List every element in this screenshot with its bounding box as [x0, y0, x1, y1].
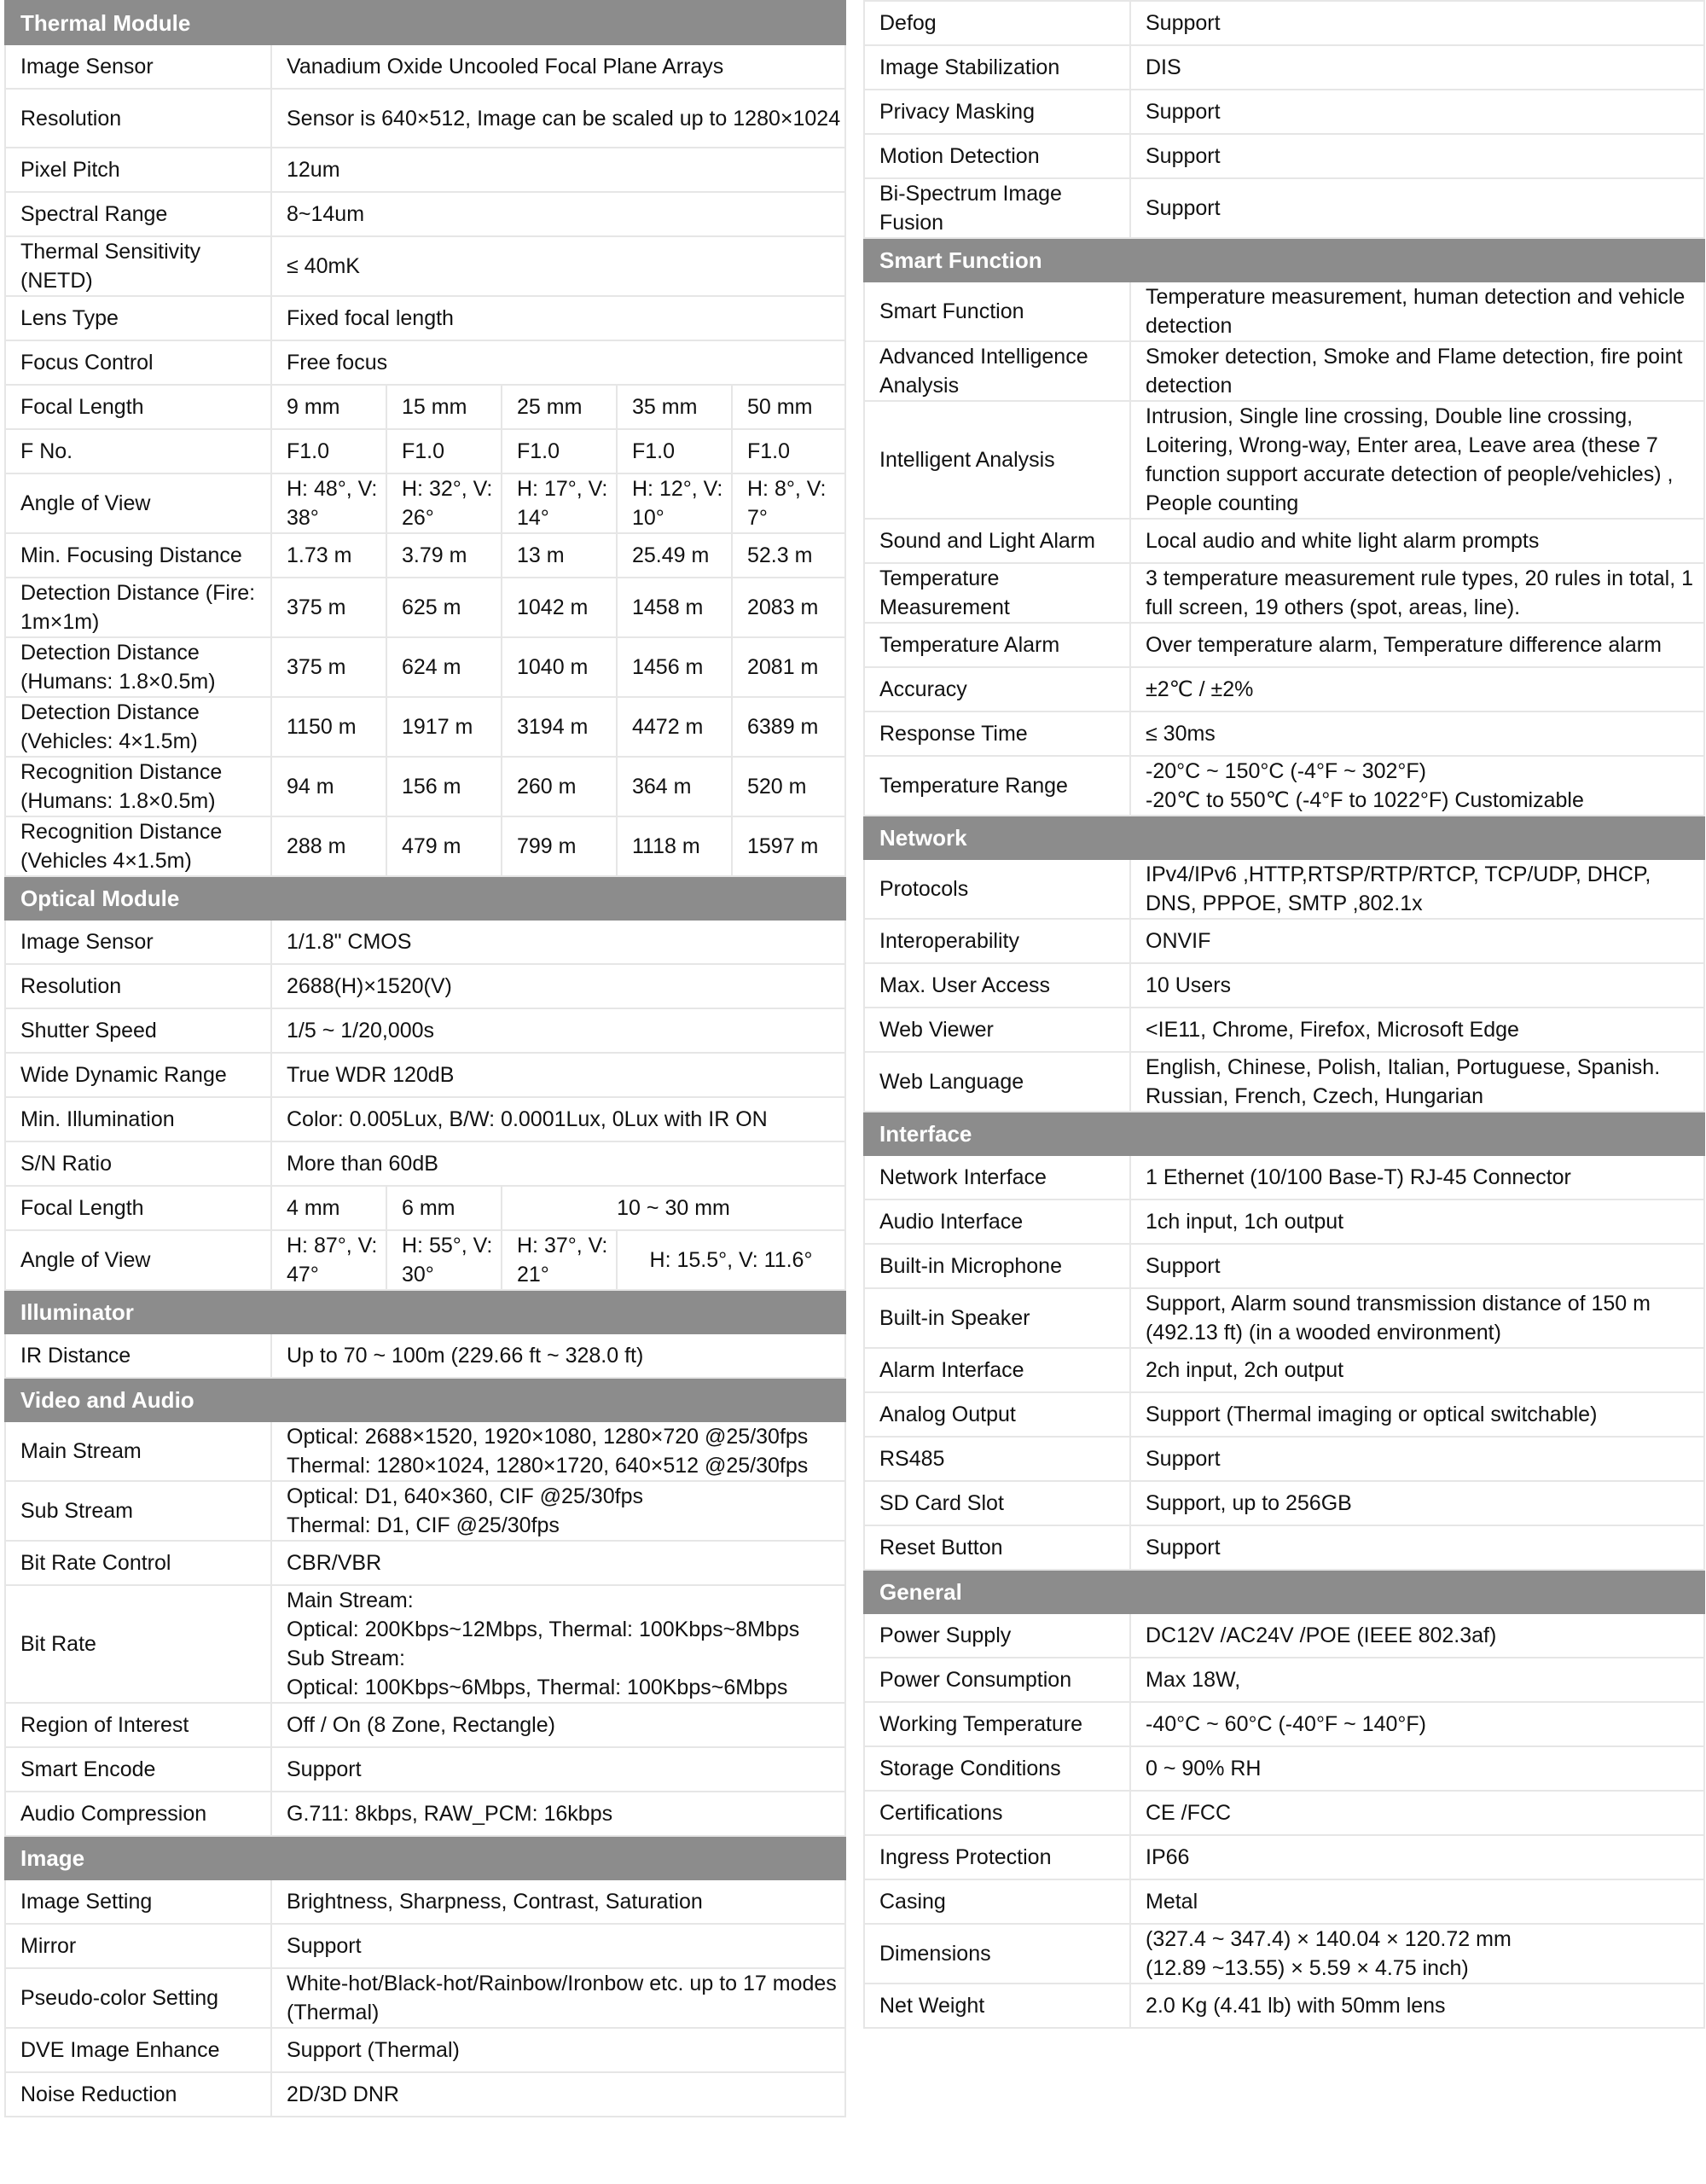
- spec-value: Support: [1130, 1525, 1704, 1570]
- section-header-illuminator: [5, 1290, 845, 1333]
- spec-row-audio-compression: [5, 1792, 845, 1836]
- spec-row-sd-card-slot: [864, 1481, 1704, 1525]
- spec-label: Web Viewer: [864, 1008, 1130, 1052]
- spec-value: Support, Alarm sound transmission distance of 150 m (492.13 ft) (in a wooded environment): [1130, 1288, 1704, 1348]
- spec-row-response-time: [864, 712, 1704, 756]
- spec-row-defog: [864, 1, 1704, 45]
- spec-label: Power Supply: [864, 1613, 1130, 1658]
- spec-row-smart-encode: [5, 1747, 845, 1792]
- spec-value: 1458 m: [617, 578, 732, 637]
- spec-label: Casing: [864, 1879, 1130, 1924]
- section-title: Illuminator: [5, 1290, 845, 1333]
- spec-value: 375 m: [271, 637, 386, 697]
- spec-label: Noise Reduction: [5, 2072, 271, 2117]
- spec-label: Focal Length: [5, 1186, 271, 1230]
- spec-value: ≤ 40mK: [271, 236, 845, 296]
- spec-label: IR Distance: [5, 1333, 271, 1378]
- spec-value: 1.73 m: [271, 533, 386, 578]
- section-header-video-and-audio: [5, 1378, 845, 1421]
- spec-value: Vanadium Oxide Uncooled Focal Plane Arrays: [271, 44, 845, 89]
- spec-row-image-sensor: [5, 44, 845, 89]
- spec-row-protocols: [864, 859, 1704, 919]
- spec-value: Max 18W,: [1130, 1658, 1704, 1702]
- spec-value: 1/1.8" CMOS: [271, 920, 845, 964]
- spec-value: 8~14um: [271, 192, 845, 236]
- spec-label: Ingress Protection: [864, 1835, 1130, 1879]
- spec-row-main-stream: [5, 1421, 845, 1481]
- spec-label: Audio Interface: [864, 1199, 1130, 1244]
- spec-row-network-interface: [864, 1155, 1704, 1199]
- spec-value: Main Stream: Optical: 200Kbps~12Mbps, Thermal: 100Kbps~8Mbps Sub Stream: Optical: 100Kbps~6Mbps, Thermal: 100Kbps~6Mbps: [271, 1585, 845, 1703]
- spec-value: 625 m: [386, 578, 502, 637]
- spec-row-shutter-speed: [5, 1008, 845, 1053]
- spec-label: Pseudo-color Setting: [5, 1968, 271, 2028]
- spec-value: 1/5 ~ 1/20,000s: [271, 1008, 845, 1053]
- spec-value: 1ch input, 1ch output: [1130, 1199, 1704, 1244]
- spec-value: H: 87°, V: 47°: [271, 1230, 386, 1290]
- spec-value: Support: [1130, 1437, 1704, 1481]
- spec-value: DC12V /AC24V /POE (IEEE 802.3af): [1130, 1613, 1704, 1658]
- spec-label: Storage Conditions: [864, 1746, 1130, 1791]
- spec-value: G.711: 8kbps, RAW_PCM: 16kbps: [271, 1792, 845, 1836]
- spec-label: DVE Image Enhance: [5, 2028, 271, 2072]
- right-spec-column: [863, 0, 1703, 2029]
- spec-value: IPv4/IPv6 ,HTTP,RTSP/RTP/RTCP, TCP/UDP, DHCP, DNS, PPPOE, SMTP ,802.1x: [1130, 859, 1704, 919]
- spec-row-noise-reduction: [5, 2072, 845, 2117]
- spec-row-pixel-pitch: [5, 148, 845, 192]
- spec-value: Support: [1130, 178, 1704, 238]
- spec-value: More than 60dB: [271, 1141, 845, 1186]
- spec-value: Color: 0.005Lux, B/W: 0.0001Lux, 0Lux with IR ON: [271, 1097, 845, 1141]
- spec-label: Temperature Measurement: [864, 563, 1130, 623]
- spec-row-spectral-range: [5, 192, 845, 236]
- spec-label: Detection Distance (Humans: 1.8×0.5m): [5, 637, 271, 697]
- spec-row-reset-button: [864, 1525, 1704, 1570]
- spec-value: 35 mm: [617, 385, 732, 429]
- spec-label: Network Interface: [864, 1155, 1130, 1199]
- spec-row-temperature-alarm: [864, 623, 1704, 667]
- spec-value: 15 mm: [386, 385, 502, 429]
- spec-row-built-in-microphone: [864, 1244, 1704, 1288]
- spec-value: Support: [1130, 134, 1704, 178]
- spec-value: 25 mm: [502, 385, 617, 429]
- spec-value: (327.4 ~ 347.4) × 140.04 × 120.72 mm (12.89 ~13.55) × 5.59 × 4.75 inch): [1130, 1924, 1704, 1984]
- spec-label: Bi-Spectrum Image Fusion: [864, 178, 1130, 238]
- spec-value: 2ch input, 2ch output: [1130, 1348, 1704, 1392]
- spec-row-focus-control: [5, 340, 845, 385]
- spec-value: 1042 m: [502, 578, 617, 637]
- spec-value: F1.0: [386, 429, 502, 473]
- spec-row-power-consumption: [864, 1658, 1704, 1702]
- spec-label: Web Language: [864, 1052, 1130, 1112]
- spec-label: Shutter Speed: [5, 1008, 271, 1053]
- spec-row-audio-interface: [864, 1199, 1704, 1244]
- spec-row-accuracy: [864, 667, 1704, 712]
- spec-value: 2083 m: [732, 578, 845, 637]
- spec-label: Temperature Range: [864, 756, 1130, 816]
- spec-row-dimensions: [864, 1924, 1704, 1984]
- spec-value: Support: [271, 1924, 845, 1968]
- spec-label: Angle of View: [5, 473, 271, 533]
- spec-label: Detection Distance (Fire: 1m×1m): [5, 578, 271, 637]
- spec-value: Support: [1130, 1, 1704, 45]
- spec-label: Mirror: [5, 1924, 271, 1968]
- spec-value: 156 m: [386, 757, 502, 816]
- spec-row-lens-type: [5, 296, 845, 340]
- spec-value: CBR/VBR: [271, 1541, 845, 1585]
- spec-row-storage-conditions: [864, 1746, 1704, 1791]
- spec-value: F1.0: [617, 429, 732, 473]
- spec-label: Privacy Masking: [864, 90, 1130, 134]
- spec-row-temperature-range: [864, 756, 1704, 816]
- spec-value: 375 m: [271, 578, 386, 637]
- spec-row-smart-function: [864, 282, 1704, 341]
- spec-row-f-no: [5, 429, 845, 473]
- spec-label: Detection Distance (Vehicles: 4×1.5m): [5, 697, 271, 757]
- spec-value: Optical: D1, 640×360, CIF @25/30fps Thermal: D1, CIF @25/30fps: [271, 1481, 845, 1541]
- spec-value: Optical: 2688×1520, 1920×1080, 1280×720 @25/30fps Thermal: 1280×1024, 1280×1720, 640×512 @25/30fps: [271, 1421, 845, 1481]
- spec-value: -20°C ~ 150°C (-4°F ~ 302°F) -20℃ to 550℃ (-4°F to 1022°F) Customizable: [1130, 756, 1704, 816]
- spec-value: 479 m: [386, 816, 502, 876]
- spec-row-angle-of-view: [5, 473, 845, 533]
- spec-label: Pixel Pitch: [5, 148, 271, 192]
- spec-value: English, Chinese, Polish, Italian, Portuguese, Spanish. Russian, French, Czech, Hungarian: [1130, 1052, 1704, 1112]
- spec-value: 50 mm: [732, 385, 845, 429]
- spec-value: Support: [1130, 1244, 1704, 1288]
- spec-value: 2D/3D DNR: [271, 2072, 845, 2117]
- spec-label: Smart Encode: [5, 1747, 271, 1792]
- spec-row-ir-distance: [5, 1333, 845, 1378]
- spec-row-bit-rate: [5, 1585, 845, 1703]
- spec-label: Interoperability: [864, 919, 1130, 963]
- spec-value: Over temperature alarm, Temperature difference alarm: [1130, 623, 1704, 667]
- spec-row-built-in-speaker: [864, 1288, 1704, 1348]
- section-title: Network: [864, 816, 1704, 859]
- section-header-optical-module: [5, 876, 845, 920]
- spec-value: True WDR 120dB: [271, 1053, 845, 1097]
- spec-label: Built-in Microphone: [864, 1244, 1130, 1288]
- spec-label: Certifications: [864, 1791, 1130, 1835]
- spec-label: Image Stabilization: [864, 45, 1130, 90]
- spec-value: H: 48°, V: 38°: [271, 473, 386, 533]
- spec-value: ONVIF: [1130, 919, 1704, 963]
- spec-row-detection-distance-fire-1m-1m: [5, 578, 845, 637]
- spec-row-focal-length: [5, 385, 845, 429]
- spec-label: Built-in Speaker: [864, 1288, 1130, 1348]
- spec-value: 2081 m: [732, 637, 845, 697]
- spec-value: 260 m: [502, 757, 617, 816]
- spec-label: Image Sensor: [5, 920, 271, 964]
- spec-value: DIS: [1130, 45, 1704, 90]
- section-header-interface: [864, 1112, 1704, 1155]
- spec-value: 624 m: [386, 637, 502, 697]
- spec-label: Bit Rate: [5, 1585, 271, 1703]
- spec-row-dve-image-enhance: [5, 2028, 845, 2072]
- spec-label: S/N Ratio: [5, 1141, 271, 1186]
- spec-row-certifications: [864, 1791, 1704, 1835]
- spec-value: 3 temperature measurement rule types, 20 rules in total, 1 full screen, 19 others (spot, areas, line).: [1130, 563, 1704, 623]
- spec-row-max-user-access: [864, 963, 1704, 1008]
- spec-label: Audio Compression: [5, 1792, 271, 1836]
- spec-row-angle-of-view: [5, 1230, 845, 1290]
- spec-label: Image Setting: [5, 1879, 271, 1924]
- spec-row-mirror: [5, 1924, 845, 1968]
- spec-value: ≤ 30ms: [1130, 712, 1704, 756]
- spec-row-detection-distance-humans-1-8-0-5m: [5, 637, 845, 697]
- spec-row-sub-stream: [5, 1481, 845, 1541]
- spec-value: 2688(H)×1520(V): [271, 964, 845, 1008]
- section-title: General: [864, 1570, 1704, 1613]
- section-title: Smart Function: [864, 238, 1704, 282]
- spec-value: H: 55°, V: 30°: [386, 1230, 502, 1290]
- spec-value: Support: [271, 1747, 845, 1792]
- spec-value: F1.0: [271, 429, 386, 473]
- spec-value: Sensor is 640×512, Image can be scaled up to 1280×1024: [271, 89, 845, 148]
- spec-value: Support, up to 256GB: [1130, 1481, 1704, 1525]
- spec-value: H: 8°, V: 7°: [732, 473, 845, 533]
- spec-table-left: [4, 0, 846, 2117]
- spec-value: H: 17°, V: 14°: [502, 473, 617, 533]
- spec-label: Defog: [864, 1, 1130, 45]
- spec-row-s-n-ratio: [5, 1141, 845, 1186]
- spec-row-thermal-sensitivity-netd: [5, 236, 845, 296]
- spec-value: Up to 70 ~ 100m (229.66 ft ~ 328.0 ft): [271, 1333, 845, 1378]
- spec-value: H: 12°, V: 10°: [617, 473, 732, 533]
- spec-value: Free focus: [271, 340, 845, 385]
- spec-value: Off / On (8 Zone, Rectangle): [271, 1703, 845, 1747]
- spec-value: 6 mm: [386, 1186, 502, 1230]
- spec-value: Support: [1130, 90, 1704, 134]
- section-header-network: [864, 816, 1704, 859]
- spec-label: Recognition Distance (Humans: 1.8×0.5m): [5, 757, 271, 816]
- spec-value: 520 m: [732, 757, 845, 816]
- spec-label: Analog Output: [864, 1392, 1130, 1437]
- spec-row-motion-detection: [864, 134, 1704, 178]
- spec-label: Bit Rate Control: [5, 1541, 271, 1585]
- spec-row-temperature-measurement: [864, 563, 1704, 623]
- spec-value: Brightness, Sharpness, Contrast, Saturation: [271, 1879, 845, 1924]
- spec-row-web-language: [864, 1052, 1704, 1112]
- spec-value: 52.3 m: [732, 533, 845, 578]
- spec-label: Power Consumption: [864, 1658, 1130, 1702]
- spec-value: 799 m: [502, 816, 617, 876]
- section-header-smart-function: [864, 238, 1704, 282]
- spec-row-focal-length: [5, 1186, 845, 1230]
- spec-value: CE /FCC: [1130, 1791, 1704, 1835]
- spec-label: Min. Focusing Distance: [5, 533, 271, 578]
- spec-label: Sound and Light Alarm: [864, 519, 1130, 563]
- spec-label: Recognition Distance (Vehicles 4×1.5m): [5, 816, 271, 876]
- spec-value: 9 mm: [271, 385, 386, 429]
- spec-value: Intrusion, Single line crossing, Double line crossing, Loitering, Wrong-way, Enter area, Leave area (these 7 function support accurate detection of people/vehicles) , People counting: [1130, 401, 1704, 519]
- spec-label: Wide Dynamic Range: [5, 1053, 271, 1097]
- section-header-image: [5, 1836, 845, 1879]
- spec-label: Smart Function: [864, 282, 1130, 341]
- spec-label: Temperature Alarm: [864, 623, 1130, 667]
- spec-value: 10 ~ 30 mm: [502, 1186, 845, 1230]
- spec-row-rs485: [864, 1437, 1704, 1481]
- spec-value: ±2℃ / ±2%: [1130, 667, 1704, 712]
- spec-value: IP66: [1130, 1835, 1704, 1879]
- section-header-general: [864, 1570, 1704, 1613]
- spec-row-min-illumination: [5, 1097, 845, 1141]
- spec-label: Region of Interest: [5, 1703, 271, 1747]
- section-title: Optical Module: [5, 876, 845, 920]
- spec-value: 1040 m: [502, 637, 617, 697]
- spec-value: Smoker detection, Smoke and Flame detection, fire point detection: [1130, 341, 1704, 401]
- spec-row-casing: [864, 1879, 1704, 1924]
- spec-label: Spectral Range: [5, 192, 271, 236]
- spec-row-sound-and-light-alarm: [864, 519, 1704, 563]
- spec-value: 6389 m: [732, 697, 845, 757]
- spec-value: Local audio and white light alarm prompts: [1130, 519, 1704, 563]
- spec-value: F1.0: [502, 429, 617, 473]
- spec-label: Min. Illumination: [5, 1097, 271, 1141]
- spec-label: Main Stream: [5, 1421, 271, 1481]
- spec-value: 1456 m: [617, 637, 732, 697]
- spec-value: H: 32°, V: 26°: [386, 473, 502, 533]
- spec-label: Image Sensor: [5, 44, 271, 89]
- spec-row-wide-dynamic-range: [5, 1053, 845, 1097]
- spec-row-privacy-masking: [864, 90, 1704, 134]
- spec-row-resolution: [5, 964, 845, 1008]
- spec-value: Fixed focal length: [271, 296, 845, 340]
- spec-row-region-of-interest: [5, 1703, 845, 1747]
- spec-row-bi-spectrum-image-fusion: [864, 178, 1704, 238]
- spec-row-pseudo-color-setting: [5, 1968, 845, 2028]
- spec-label: SD Card Slot: [864, 1481, 1130, 1525]
- spec-row-analog-output: [864, 1392, 1704, 1437]
- spec-row-interoperability: [864, 919, 1704, 963]
- spec-value: 12um: [271, 148, 845, 192]
- spec-value: 10 Users: [1130, 963, 1704, 1008]
- spec-row-image-stabilization: [864, 45, 1704, 90]
- section-title: Image: [5, 1836, 845, 1879]
- spec-label: Advanced Intelligence Analysis: [864, 341, 1130, 401]
- spec-value: -40°C ~ 60°C (-40°F ~ 140°F): [1130, 1702, 1704, 1746]
- spec-rows-right: [864, 1, 1704, 2028]
- spec-value: 1 Ethernet (10/100 Base-T) RJ-45 Connector: [1130, 1155, 1704, 1199]
- spec-label: Sub Stream: [5, 1481, 271, 1541]
- spec-value: 4472 m: [617, 697, 732, 757]
- spec-row-image-setting: [5, 1879, 845, 1924]
- section-title: Interface: [864, 1112, 1704, 1155]
- spec-row-intelligent-analysis: [864, 401, 1704, 519]
- spec-value: 3.79 m: [386, 533, 502, 578]
- spec-value: 94 m: [271, 757, 386, 816]
- section-header-thermal-module: [5, 1, 845, 44]
- spec-value: Support (Thermal): [271, 2028, 845, 2072]
- spec-value: 4 mm: [271, 1186, 386, 1230]
- spec-row-alarm-interface: [864, 1348, 1704, 1392]
- spec-label: Alarm Interface: [864, 1348, 1130, 1392]
- spec-value: 1597 m: [732, 816, 845, 876]
- spec-value: 1150 m: [271, 697, 386, 757]
- spec-row-power-supply: [864, 1613, 1704, 1658]
- spec-row-net-weight: [864, 1984, 1704, 2028]
- spec-row-resolution: [5, 89, 845, 148]
- spec-label: Working Temperature: [864, 1702, 1130, 1746]
- spec-row-recognition-distance-vehicles-4-1-5m: [5, 816, 845, 876]
- spec-label: Accuracy: [864, 667, 1130, 712]
- spec-label: Protocols: [864, 859, 1130, 919]
- spec-value: Metal: [1130, 1879, 1704, 1924]
- spec-label: Dimensions: [864, 1924, 1130, 1984]
- spec-label: Max. User Access: [864, 963, 1130, 1008]
- spec-row-working-temperature: [864, 1702, 1704, 1746]
- spec-value: <IE11, Chrome, Firefox, Microsoft Edge: [1130, 1008, 1704, 1052]
- spec-label: Intelligent Analysis: [864, 401, 1130, 519]
- spec-label: Focal Length: [5, 385, 271, 429]
- spec-label: Angle of View: [5, 1230, 271, 1290]
- spec-row-web-viewer: [864, 1008, 1704, 1052]
- spec-value: 3194 m: [502, 697, 617, 757]
- spec-label: Resolution: [5, 89, 271, 148]
- spec-rows-left: [5, 1, 845, 2117]
- spec-label: Net Weight: [864, 1984, 1130, 2028]
- spec-value: F1.0: [732, 429, 845, 473]
- spec-value: 13 m: [502, 533, 617, 578]
- spec-label: Focus Control: [5, 340, 271, 385]
- spec-row-bit-rate-control: [5, 1541, 845, 1585]
- spec-label: Thermal Sensitivity (NETD): [5, 236, 271, 296]
- spec-value: 364 m: [617, 757, 732, 816]
- section-title: Thermal Module: [5, 1, 845, 44]
- spec-label: F No.: [5, 429, 271, 473]
- spec-label: Reset Button: [864, 1525, 1130, 1570]
- spec-value: 1118 m: [617, 816, 732, 876]
- left-spec-column: [4, 0, 844, 2117]
- spec-row-ingress-protection: [864, 1835, 1704, 1879]
- spec-label: Resolution: [5, 964, 271, 1008]
- spec-value: Support (Thermal imaging or optical switchable): [1130, 1392, 1704, 1437]
- spec-row-advanced-intelligence-analysis: [864, 341, 1704, 401]
- spec-value: 1917 m: [386, 697, 502, 757]
- spec-value: 0 ~ 90% RH: [1130, 1746, 1704, 1791]
- spec-table-right: [863, 0, 1705, 2029]
- spec-value: H: 15.5°, V: 11.6°: [617, 1230, 845, 1290]
- spec-value: 288 m: [271, 816, 386, 876]
- section-title: Video and Audio: [5, 1378, 845, 1421]
- spec-value: 25.49 m: [617, 533, 732, 578]
- spec-value: Temperature measurement, human detection and vehicle detection: [1130, 282, 1704, 341]
- spec-row-recognition-distance-humans-1-8-0-5m: [5, 757, 845, 816]
- spec-value: White-hot/Black-hot/Rainbow/Ironbow etc. up to 17 modes (Thermal): [271, 1968, 845, 2028]
- spec-row-detection-distance-vehicles-4-1-5m: [5, 697, 845, 757]
- spec-label: Motion Detection: [864, 134, 1130, 178]
- spec-label: Response Time: [864, 712, 1130, 756]
- spec-label: RS485: [864, 1437, 1130, 1481]
- spec-value: 2.0 Kg (4.41 lb) with 50mm lens: [1130, 1984, 1704, 2028]
- spec-label: Lens Type: [5, 296, 271, 340]
- spec-row-image-sensor: [5, 920, 845, 964]
- spec-row-min-focusing-distance: [5, 533, 845, 578]
- spec-value: H: 37°, V: 21°: [502, 1230, 617, 1290]
